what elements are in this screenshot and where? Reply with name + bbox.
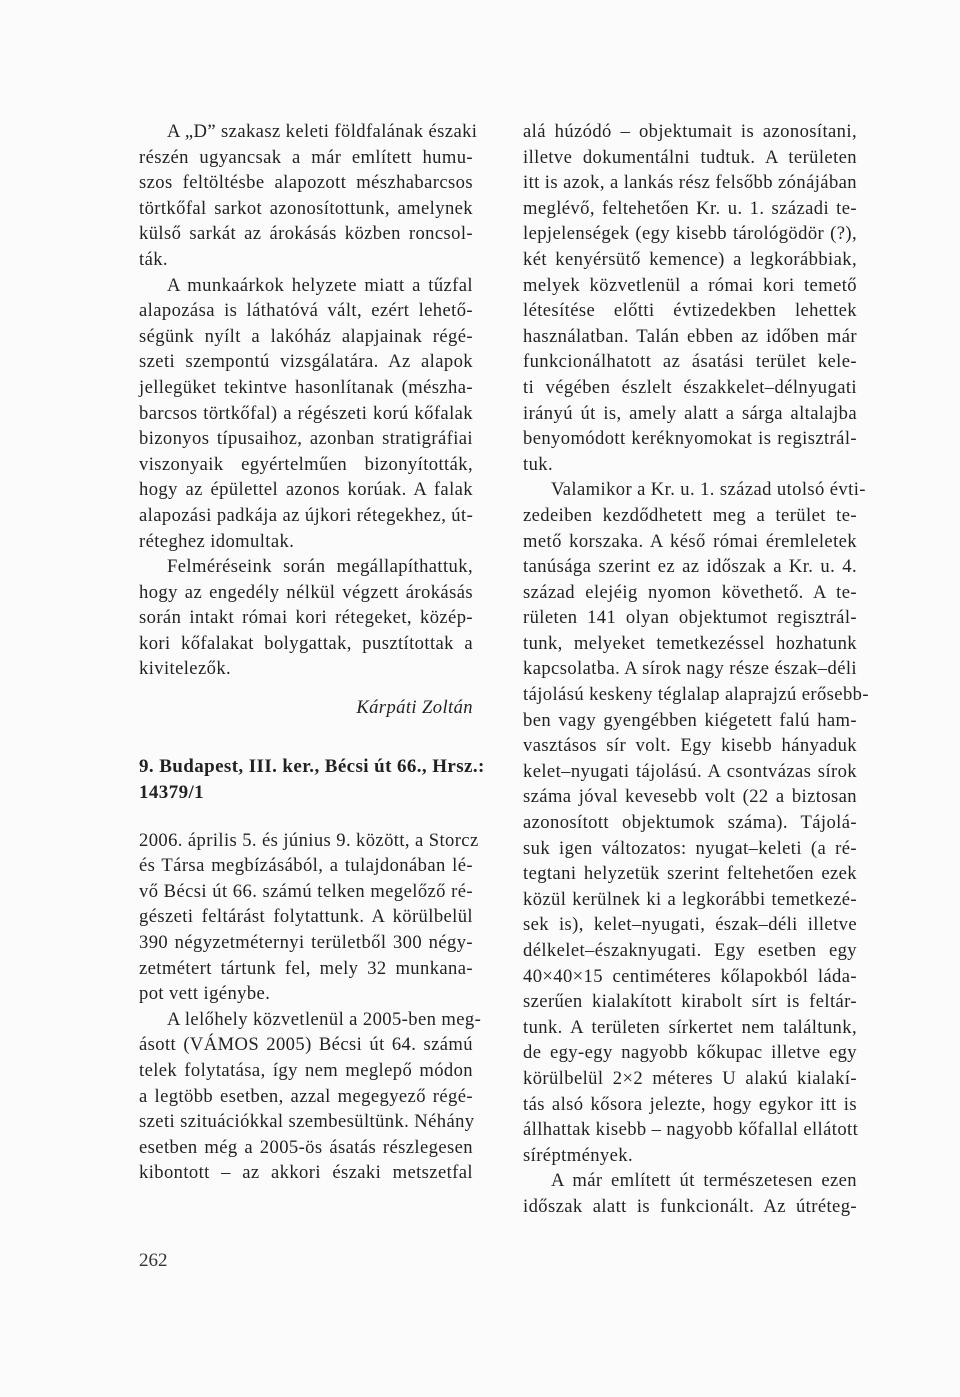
- text-line: tunk, melyeket temetkezéssel hozhatunk: [523, 632, 857, 654]
- text-line: azonosított objektumok száma). Tájolá-: [523, 812, 857, 834]
- text-line: használatban. Talán ebben az időben már: [523, 325, 857, 347]
- heading-line: 9. Budapest, III. ker., Bécsi út 66., Hrsz.:: [139, 755, 485, 777]
- heading-line: 14379/1: [139, 781, 205, 803]
- text-line: hogy az épülettel azonos korúak. A falak: [139, 479, 473, 501]
- text-line: időszak alatt is funkcionált. Az útréteg-: [523, 1195, 857, 1217]
- right-column: [523, 119, 869, 1220]
- text-line: zetmétert tártunk fel, mely 32 munkana-: [139, 957, 473, 979]
- text-line: kori kőfalakat bolygattak, pusztítottak a: [139, 632, 473, 654]
- section-heading: [139, 754, 485, 806]
- text-line: és Társa megbízásából, a tulajdonában lé-: [139, 855, 473, 877]
- text-line: réteghez idomultak.: [139, 530, 295, 552]
- text-line: ták.: [139, 248, 168, 270]
- text-line: körülbelül 2×2 méteres U alakú kialakí-: [523, 1067, 857, 1089]
- text-line: tanúsága szerint ez az időszak a Kr. u. 4.: [523, 556, 857, 578]
- text-line: illetve dokumentálni tudtuk. A területen: [523, 146, 857, 168]
- text-line: 40×40×15 centiméteres kőlapokból láda-: [523, 965, 857, 987]
- text-line: vő Bécsi út 66. számú telken megelőző ré-: [139, 880, 473, 902]
- text-line: irányú út is, amely alatt a sárga altalajba: [523, 402, 857, 424]
- left-paragraph-1: [139, 119, 478, 273]
- text-line: alapozási padkája az újkori rétegekhez, út-: [139, 504, 474, 526]
- text-line: de egy-egy nagyobb kőkupac illetve egy: [523, 1042, 857, 1064]
- text-line: során intakt római kori rétegeket, közép-: [139, 607, 473, 629]
- text-line: mető korszaka. A késő római éremleletek: [523, 530, 857, 552]
- text-line: funkcionálhatott az ásatási terület kele-: [523, 351, 857, 373]
- text-line: kelet–nyugati tájolású. A csontvázas sírok: [523, 760, 857, 782]
- text-line: részén ugyancsak a már említett humu-: [139, 146, 473, 168]
- text-line: külső sarkát az árokásás közben roncsol-: [139, 223, 473, 245]
- text-line: szerűen kialakított kirabolt sírt is feltár-: [523, 991, 857, 1013]
- text-line: meglévő, feltehetően Kr. u. 1. századi te-: [523, 197, 857, 219]
- text-line: száma jóval kevesebb volt (22 a biztosan: [523, 786, 857, 808]
- text-line: szeti szituációkkal szembesültünk. Néhány: [139, 1111, 475, 1133]
- text-line: ti végében észlelt északkelet–délnyugati: [523, 376, 857, 398]
- right-paragraph-1: [523, 119, 857, 477]
- text-line: A már említett út természetesen ezen: [551, 1170, 857, 1192]
- right-paragraph-2: [523, 477, 869, 1168]
- text-line: kivitelezők.: [139, 658, 232, 680]
- text-line: század elejéig nyomon követhető. A te-: [523, 581, 857, 603]
- text-line: szos feltöltésbe alapozott mészhabarcsos: [139, 172, 473, 194]
- text-line: a legtöbb esetben, azzal megegyező régé-: [139, 1085, 473, 1107]
- text-line: kibontott – az akkori északi metszetfal: [139, 1162, 473, 1184]
- text-line: bizonyos típusaihoz, azonban stratigráfiai: [139, 428, 473, 450]
- text-line: itt is azok, a lankás rész felsőbb zónájában: [523, 172, 857, 194]
- text-line: közül kerülnek ki a legkorábbi temetkezé-: [523, 888, 857, 910]
- text-line: viszonyaik egyértelműen bizonyították,: [139, 453, 473, 475]
- text-line: állhattak kisebb – nagyobb kőfallal ellátott: [523, 1119, 859, 1141]
- text-line: vasztásos sír volt. Egy kisebb hányaduk: [523, 735, 857, 757]
- text-line: A munkaárkok helyzete miatt a tűzfal: [167, 274, 473, 296]
- text-line: törtkőfal sarkot azonosítottunk, amelynek: [139, 197, 473, 219]
- text-line: alapozása is láthatóvá vált, ezért lehető-: [139, 300, 473, 322]
- text-line: hogy az engedély nélkül végzett árokásás: [139, 581, 473, 603]
- text-line: A „D” szakasz keleti földfalának északi: [167, 121, 478, 142]
- author-signature: Kárpáti Zoltán: [356, 697, 473, 719]
- text-line: tunk. A területen sírkertet nem találtunk,: [523, 1016, 857, 1038]
- text-line: tás alsó kősora jelezte, hogy egykor itt is: [523, 1093, 857, 1115]
- text-line: 2006. április 5. és június 9. között, a Storcz: [139, 829, 479, 851]
- left-column: [139, 119, 485, 1186]
- text-line: rületen 141 olyan objektumot regisztrál-: [523, 607, 857, 629]
- page-number: 262: [139, 1250, 168, 1271]
- text-line: gészeti feltárást folytattunk. A körülbelül: [139, 906, 473, 928]
- text-line: telek folytatása, így nem meglepő módon: [139, 1060, 473, 1081]
- text-line: benyomódott keréknyomokat is regisztrál-: [523, 428, 857, 450]
- text-line: Felméréseink során megállapíthattuk,: [167, 556, 473, 578]
- right-paragraph-3: [523, 1168, 857, 1219]
- text-line: 390 négyzetméternyi területből 300 négy-: [139, 932, 473, 954]
- text-line: szeti szempontú vizsgálatára. Az alapok: [139, 351, 473, 373]
- text-line: tuk.: [523, 453, 554, 475]
- text-line: sek is), kelet–nyugati, észak–déli illetve: [523, 914, 857, 936]
- text-line: suk igen változatos: nyugat–keleti (a ré-: [523, 837, 857, 859]
- text-line: alá húzódó – objektumait is azonosítani,: [523, 121, 857, 142]
- text-line: két kenyérsütő kemence) a legkorábbiak,: [523, 248, 857, 270]
- text-line: létesítése előtti évtizedekben lehettek: [523, 300, 857, 322]
- text-line: ásott (VÁMOS 2005) Bécsi út 64. számú: [139, 1034, 473, 1056]
- text-line: tájolású keskeny téglalap alaprajzú erősebb-: [523, 684, 869, 706]
- text-line: barcsos törtkőfal) a régészeti korú kőfalak: [139, 402, 473, 424]
- text-line: Valamikor a Kr. u. 1. század utolsó évti-: [551, 479, 866, 501]
- text-line: pot vett igénybe.: [139, 983, 271, 1005]
- left-paragraph-3: [139, 554, 473, 682]
- text-line: melyek közvetlenül a római kori temető: [523, 274, 857, 296]
- text-line: esetben még a 2005-ös ásatás részlegesen: [139, 1136, 473, 1158]
- text-line: tegtani helyzetük szerint feltehetően ezek: [523, 863, 857, 885]
- text-line: A lelőhely közvetlenül a 2005-ben meg-: [167, 1008, 482, 1030]
- text-line: ben vagy gyengébben kiégetett falú ham-: [523, 709, 857, 731]
- left-paragraph-4: [139, 828, 479, 1007]
- left-paragraph-5: [139, 1007, 482, 1186]
- text-line: jellegüket tekintve hasonlítanak (mészha-: [139, 376, 473, 398]
- text-line: kapcsolatba. A sírok nagy része észak–déli: [523, 658, 857, 680]
- left-paragraph-2: [139, 273, 473, 555]
- text-line: zedeiben kezdődhetett meg a terület te-: [523, 504, 857, 526]
- text-line: síréptmények.: [523, 1144, 634, 1166]
- text-line: délkelet–északnyugati. Egy esetben egy: [523, 940, 857, 961]
- text-line: ségünk nyílt a lakóház alapjainak régé-: [139, 325, 473, 347]
- text-line: lepjelenségek (egy kisebb tárológödör (?),: [523, 223, 857, 245]
